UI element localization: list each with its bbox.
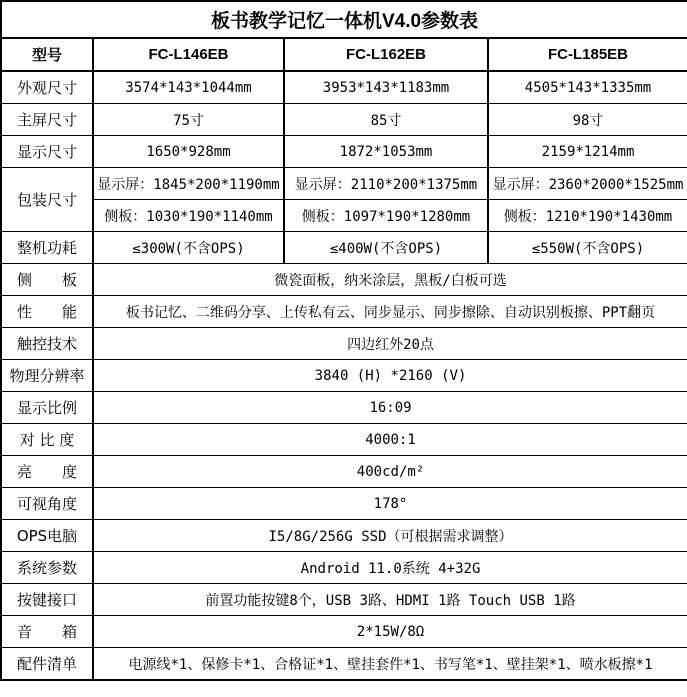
row-label-main-screen-size: 主屏尺寸 bbox=[1, 104, 93, 136]
table-row-brightness bbox=[1, 456, 687, 488]
table-row-appearance-size bbox=[1, 71, 687, 104]
row-label-accessories: 配件清单 bbox=[1, 648, 93, 681]
row-label-features: 性 能 bbox=[1, 296, 93, 328]
display-size-model-1: 1650*928mm bbox=[93, 136, 284, 168]
system-value: Android 11.0系统 4+32G bbox=[93, 552, 687, 584]
row-label-brightness: 亮 度 bbox=[1, 456, 93, 488]
row-label-packing-size: 包装尺寸 bbox=[1, 168, 93, 232]
appearance-size-model-2: 3953*143*1183mm bbox=[284, 71, 488, 104]
row-label-system: 系统参数 bbox=[1, 552, 93, 584]
main-screen-size-model-3: 98寸 bbox=[488, 104, 687, 136]
row-label-touch: 触控技术 bbox=[1, 328, 93, 360]
row-label-ops-pc: OPS电脑 bbox=[1, 520, 93, 552]
side-panel-value: 微瓷面板，纳米涂层，黑板/白板可选 bbox=[93, 264, 687, 296]
appearance-size-model-3: 4505*143*1335mm bbox=[488, 71, 687, 104]
row-label-resolution: 物理分辨率 bbox=[1, 360, 93, 392]
table-row-packing-size-side bbox=[1, 200, 687, 232]
table-row-touch bbox=[1, 328, 687, 360]
table-row-system bbox=[1, 552, 687, 584]
contrast-value: 4000:1 bbox=[93, 424, 687, 456]
resolution-value: 3840 (H) *2160 (V) bbox=[93, 360, 687, 392]
row-label-speaker: 音 箱 bbox=[1, 616, 93, 648]
row-label-power: 整机功耗 bbox=[1, 232, 93, 264]
touch-value: 四边红外20点 bbox=[93, 328, 687, 360]
table-row-aspect-ratio bbox=[1, 392, 687, 424]
features-value: 板书记忆、二维码分享、上传私有云、同步显示、同步擦除、自动识别板擦、PPT翻页 bbox=[93, 296, 687, 328]
table-row-packing-size-display bbox=[1, 168, 687, 200]
appearance-size-model-1: 3574*143*1044mm bbox=[93, 71, 284, 104]
buttons-ports-value: 前置功能按键8个，USB 3路、HDMI 1路 Touch USB 1路 bbox=[93, 584, 687, 616]
table-row-power bbox=[1, 232, 687, 264]
table-row-display-size bbox=[1, 136, 687, 168]
row-label-viewing-angle: 可视角度 bbox=[1, 488, 93, 520]
table-row-speaker bbox=[1, 616, 687, 648]
packing-display-model-2: 显示屏：2110*200*1375mm bbox=[284, 168, 488, 200]
main-screen-size-model-1: 75寸 bbox=[93, 104, 284, 136]
brightness-value: 400cd/m² bbox=[93, 456, 687, 488]
header-row bbox=[1, 38, 687, 71]
table-row-features bbox=[1, 296, 687, 328]
aspect-ratio-value: 16:09 bbox=[93, 392, 687, 424]
display-size-model-2: 1872*1053mm bbox=[284, 136, 488, 168]
table-row-buttons-ports bbox=[1, 584, 687, 616]
power-model-3: ≤550W(不含OPS) bbox=[488, 232, 687, 264]
packing-display-model-3: 显示屏：2360*2000*1525mm bbox=[488, 168, 687, 200]
power-model-2: ≤400W(不含OPS) bbox=[284, 232, 488, 264]
main-screen-size-model-2: 85寸 bbox=[284, 104, 488, 136]
header-model-1: FC-L146EB bbox=[93, 38, 284, 71]
row-label-appearance-size: 外观尺寸 bbox=[1, 71, 93, 104]
page-title: 板书教学记忆一体机V4.0参数表 bbox=[1, 1, 687, 38]
table-row-ops-pc bbox=[1, 520, 687, 552]
header-model-2: FC-L162EB bbox=[284, 38, 488, 71]
accessories-value: 电源线*1、保修卡*1、合格证*1、壁挂套件*1、书写笔*1、壁挂架*1、喷水板擦*1 bbox=[93, 648, 687, 681]
speaker-value: 2*15W/8Ω bbox=[93, 616, 687, 648]
row-label-display-size: 显示尺寸 bbox=[1, 136, 93, 168]
header-model-label: 型号 bbox=[1, 38, 93, 71]
header-model-3: FC-L185EB bbox=[488, 38, 687, 71]
row-label-side-panel: 侧 板 bbox=[1, 264, 93, 296]
table-row-viewing-angle bbox=[1, 488, 687, 520]
table-row-resolution bbox=[1, 360, 687, 392]
viewing-angle-value: 178° bbox=[93, 488, 687, 520]
title-row bbox=[1, 1, 687, 38]
table-row-accessories bbox=[1, 648, 687, 681]
row-label-aspect-ratio: 显示比例 bbox=[1, 392, 93, 424]
packing-side-model-1: 侧板：1030*190*1140mm bbox=[93, 200, 284, 232]
row-label-contrast: 对 比 度 bbox=[1, 424, 93, 456]
packing-side-model-2: 侧板：1097*190*1280mm bbox=[284, 200, 488, 232]
row-label-buttons-ports: 按键接口 bbox=[1, 584, 93, 616]
ops-pc-value: I5/8G/256G SSD（可根据需求调整） bbox=[93, 520, 687, 552]
display-size-model-3: 2159*1214mm bbox=[488, 136, 687, 168]
power-model-1: ≤300W(不含OPS) bbox=[93, 232, 284, 264]
table-row-contrast bbox=[1, 424, 687, 456]
packing-side-model-3: 侧板：1210*190*1430mm bbox=[488, 200, 687, 232]
packing-display-model-1: 显示屏：1845*200*1190mm bbox=[93, 168, 284, 200]
table-row-main-screen-size bbox=[1, 104, 687, 136]
table-row-side-panel bbox=[1, 264, 687, 296]
